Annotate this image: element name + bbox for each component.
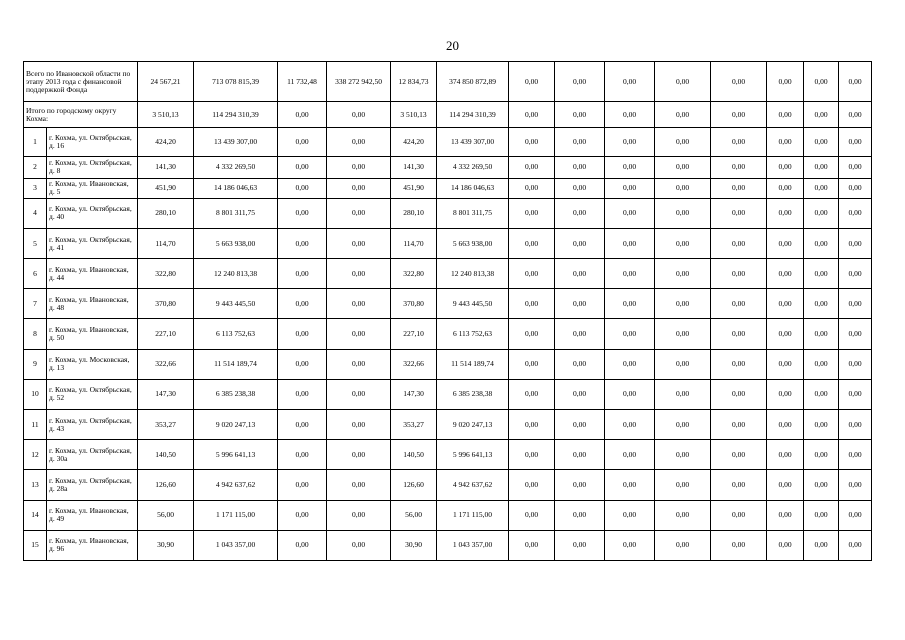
cell-value: 0,00 [327,289,391,319]
cell-value: 0,00 [605,349,655,379]
cell-value: 0,00 [804,156,839,178]
cell-value: 0,00 [767,319,804,349]
cell-value: 227,10 [391,319,437,349]
cell-value: 0,00 [655,62,711,102]
cell-value: 0,00 [278,128,327,156]
cell-value: 0,00 [839,259,872,289]
cell-value: 1 043 357,00 [194,530,278,560]
cell-value: 0,00 [509,128,555,156]
cell-value: 0,00 [605,470,655,500]
cell-value: 0,00 [839,198,872,228]
cell-value: 0,00 [278,156,327,178]
cell-value: 0,00 [767,102,804,128]
cell-value: 0,00 [509,500,555,530]
cell-value: 0,00 [655,289,711,319]
cell-value: 0,00 [509,289,555,319]
cell-value: 0,00 [711,319,767,349]
cell-value: 0,00 [327,470,391,500]
cell-value: 5 663 938,00 [437,228,509,258]
cell-value: 0,00 [839,319,872,349]
cell-value: 322,66 [391,349,437,379]
cell-value: 0,00 [655,409,711,439]
table-row [24,178,872,198]
cell-value: 0,00 [711,470,767,500]
cell-value: 0,00 [839,178,872,198]
cell-value: 4 332 269,50 [194,156,278,178]
cell-value: 0,00 [711,228,767,258]
cell-value: 0,00 [555,530,605,560]
cell-value: 126,60 [138,470,194,500]
cell-value: 114,70 [138,228,194,258]
cell-value: 0,00 [804,259,839,289]
cell-value: 0,00 [655,228,711,258]
cell-value: 0,00 [767,500,804,530]
cell-value: 0,00 [509,259,555,289]
cell-value: 370,80 [391,289,437,319]
cell-value: 451,90 [138,178,194,198]
cell-value: 6 385 238,38 [194,379,278,409]
table-row [24,128,872,156]
row-label: Итого по городскому округу Кохма: [24,102,138,128]
cell-value: 0,00 [509,62,555,102]
cell-value: 0,00 [655,319,711,349]
cell-value: 0,00 [605,289,655,319]
cell-value: 0,00 [327,156,391,178]
cell-value: 0,00 [711,156,767,178]
cell-value: 0,00 [804,440,839,470]
cell-value: 0,00 [839,289,872,319]
cell-value: 0,00 [327,349,391,379]
cell-value: 0,00 [278,349,327,379]
cell-value: 0,00 [839,440,872,470]
cell-value: 322,66 [138,349,194,379]
cell-value: 0,00 [767,62,804,102]
cell-value: 0,00 [655,349,711,379]
cell-value: 0,00 [605,62,655,102]
cell-value: 0,00 [278,500,327,530]
cell-value: 0,00 [278,178,327,198]
cell-value: 0,00 [509,530,555,560]
cell-value: 0,00 [767,440,804,470]
table-row [24,470,872,500]
row-number: 1 [24,128,47,156]
row-address: г. Кохма, ул. Ивановская, д. 50 [47,319,138,349]
cell-value: 0,00 [555,289,605,319]
cell-value: 0,00 [327,409,391,439]
cell-value: 9 020 247,13 [194,409,278,439]
cell-value: 0,00 [605,259,655,289]
cell-value: 0,00 [278,289,327,319]
cell-value: 0,00 [278,319,327,349]
cell-value: 0,00 [555,500,605,530]
row-number: 13 [24,470,47,500]
cell-value: 12 240 813,38 [437,259,509,289]
cell-value: 0,00 [327,102,391,128]
row-address: г. Кохма, ул. Ивановская, д. 49 [47,500,138,530]
cell-value: 0,00 [555,128,605,156]
row-number: 10 [24,379,47,409]
cell-value: 0,00 [327,379,391,409]
row-number: 9 [24,349,47,379]
cell-value: 0,00 [767,259,804,289]
cell-value: 0,00 [555,178,605,198]
row-address: г. Кохма, ул. Ивановская, д. 44 [47,259,138,289]
cell-value: 0,00 [655,259,711,289]
cell-value: 0,00 [555,102,605,128]
cell-value: 0,00 [509,440,555,470]
cell-value: 56,00 [138,500,194,530]
cell-value: 0,00 [327,530,391,560]
row-number: 14 [24,500,47,530]
cell-value: 140,50 [391,440,437,470]
cell-value: 0,00 [605,319,655,349]
cell-value: 0,00 [605,379,655,409]
cell-value: 0,00 [767,198,804,228]
cell-value: 1 171 115,00 [437,500,509,530]
cell-value: 4 332 269,50 [437,156,509,178]
cell-value: 0,00 [555,259,605,289]
cell-value: 0,00 [804,198,839,228]
row-address: г. Кохма, ул. Ивановская, д. 48 [47,289,138,319]
cell-value: 0,00 [804,470,839,500]
cell-value: 0,00 [711,178,767,198]
row-number: 15 [24,530,47,560]
table-row [24,289,872,319]
cell-value: 353,27 [391,409,437,439]
table-row [24,500,872,530]
cell-value: 0,00 [509,228,555,258]
cell-value: 8 801 311,75 [437,198,509,228]
cell-value: 0,00 [555,228,605,258]
cell-value: 0,00 [767,530,804,560]
cell-value: 0,00 [605,128,655,156]
cell-value: 0,00 [509,178,555,198]
cell-value: 0,00 [509,349,555,379]
cell-value: 0,00 [767,379,804,409]
cell-value: 0,00 [327,440,391,470]
cell-value: 114,70 [391,228,437,258]
cell-value: 280,10 [391,198,437,228]
cell-value: 353,27 [138,409,194,439]
cell-value: 12 240 813,38 [194,259,278,289]
cell-value: 0,00 [327,259,391,289]
cell-value: 0,00 [605,156,655,178]
cell-value: 0,00 [327,178,391,198]
cell-value: 6 385 238,38 [437,379,509,409]
cell-value: 0,00 [555,409,605,439]
data-table [23,61,872,561]
cell-value: 0,00 [278,259,327,289]
cell-value: 0,00 [278,440,327,470]
cell-value: 14 186 046,63 [194,178,278,198]
cell-value: 147,30 [391,379,437,409]
cell-value: 0,00 [555,349,605,379]
cell-value: 0,00 [767,470,804,500]
cell-value: 5 996 641,13 [437,440,509,470]
table-row [24,156,872,178]
cell-value: 4 942 637,62 [194,470,278,500]
cell-value: 30,90 [391,530,437,560]
cell-value: 0,00 [509,156,555,178]
row-number: 7 [24,289,47,319]
cell-value: 0,00 [655,102,711,128]
cell-value: 0,00 [605,530,655,560]
cell-value: 30,90 [138,530,194,560]
cell-value: 0,00 [655,379,711,409]
cell-value: 0,00 [711,500,767,530]
cell-value: 3 510,13 [138,102,194,128]
cell-value: 0,00 [804,349,839,379]
cell-value: 11 514 189,74 [194,349,278,379]
cell-value: 0,00 [655,178,711,198]
cell-value: 0,00 [767,228,804,258]
cell-value: 322,80 [391,259,437,289]
cell-value: 11 514 189,74 [437,349,509,379]
cell-value: 8 801 311,75 [194,198,278,228]
cell-value: 0,00 [804,289,839,319]
cell-value: 0,00 [711,198,767,228]
row-number: 6 [24,259,47,289]
row-number: 3 [24,178,47,198]
table-row [24,228,872,258]
cell-value: 0,00 [605,198,655,228]
cell-value: 6 113 752,63 [194,319,278,349]
cell-value: 0,00 [711,62,767,102]
row-address: г. Кохма, ул. Октябрьская, д. 16 [47,128,138,156]
cell-value: 4 942 637,62 [437,470,509,500]
cell-value: 280,10 [138,198,194,228]
cell-value: 0,00 [555,62,605,102]
table-row [24,349,872,379]
cell-value: 322,80 [138,259,194,289]
row-address: г. Кохма, ул. Октябрьская, д. 41 [47,228,138,258]
cell-value: 370,80 [138,289,194,319]
table-row [24,409,872,439]
cell-value: 114 294 310,39 [194,102,278,128]
cell-value: 0,00 [555,379,605,409]
cell-value: 338 272 942,50 [327,62,391,102]
cell-value: 0,00 [278,198,327,228]
cell-value: 0,00 [839,349,872,379]
row-address: г. Кохма, ул. Октябрьская, д. 30а [47,440,138,470]
cell-value: 0,00 [605,178,655,198]
cell-value: 713 078 815,39 [194,62,278,102]
cell-value: 3 510,13 [391,102,437,128]
cell-value: 0,00 [327,500,391,530]
cell-value: 126,60 [391,470,437,500]
cell-value: 0,00 [555,156,605,178]
row-address: г. Кохма, ул. Ивановская, д. 96 [47,530,138,560]
cell-value: 0,00 [804,319,839,349]
cell-value: 1 171 115,00 [194,500,278,530]
row-label: Всего по Ивановской области по этапу 2013 года с финансовой поддержкой Фонда [24,62,138,102]
cell-value: 0,00 [839,156,872,178]
cell-value: 0,00 [767,349,804,379]
cell-value: 0,00 [655,198,711,228]
cell-value: 56,00 [391,500,437,530]
row-number: 2 [24,156,47,178]
cell-value: 0,00 [605,440,655,470]
cell-value: 0,00 [555,470,605,500]
subtotal-row [24,102,872,128]
cell-value: 13 439 307,00 [437,128,509,156]
cell-value: 0,00 [655,440,711,470]
cell-value: 424,20 [391,128,437,156]
cell-value: 9 020 247,13 [437,409,509,439]
cell-value: 11 732,48 [278,62,327,102]
cell-value: 0,00 [839,470,872,500]
cell-value: 0,00 [509,102,555,128]
cell-value: 0,00 [767,289,804,319]
cell-value: 0,00 [655,128,711,156]
cell-value: 140,50 [138,440,194,470]
cell-value: 0,00 [278,228,327,258]
cell-value: 0,00 [711,440,767,470]
total-row [24,62,872,102]
cell-value: 0,00 [509,379,555,409]
cell-value: 0,00 [711,289,767,319]
cell-value: 0,00 [655,500,711,530]
row-number: 4 [24,198,47,228]
cell-value: 0,00 [327,228,391,258]
cell-value: 0,00 [655,156,711,178]
cell-value: 0,00 [711,128,767,156]
cell-value: 0,00 [839,409,872,439]
cell-value: 0,00 [804,62,839,102]
cell-value: 0,00 [555,198,605,228]
row-address: г. Кохма, ул. Московская, д. 13 [47,349,138,379]
cell-value: 0,00 [767,409,804,439]
cell-value: 0,00 [327,128,391,156]
cell-value: 0,00 [605,500,655,530]
cell-value: 0,00 [839,128,872,156]
row-number: 8 [24,319,47,349]
cell-value: 12 834,73 [391,62,437,102]
row-number: 5 [24,228,47,258]
cell-value: 0,00 [839,379,872,409]
cell-value: 0,00 [278,102,327,128]
row-address: г. Кохма, ул. Октябрьская, д. 40 [47,198,138,228]
table-body [24,62,872,561]
cell-value: 0,00 [804,409,839,439]
table-row [24,530,872,560]
row-address: г. Кохма, ул. Октябрьская, д. 8 [47,156,138,178]
cell-value: 0,00 [278,470,327,500]
cell-value: 227,10 [138,319,194,349]
cell-value: 0,00 [509,470,555,500]
cell-value: 0,00 [555,440,605,470]
cell-value: 147,30 [138,379,194,409]
cell-value: 5 663 938,00 [194,228,278,258]
table-row [24,198,872,228]
table-row [24,259,872,289]
cell-value: 0,00 [804,379,839,409]
cell-value: 9 443 445,50 [437,289,509,319]
cell-value: 0,00 [804,500,839,530]
cell-value: 0,00 [804,128,839,156]
cell-value: 1 043 357,00 [437,530,509,560]
cell-value: 0,00 [509,319,555,349]
cell-value: 0,00 [605,228,655,258]
cell-value: 0,00 [839,102,872,128]
cell-value: 0,00 [804,530,839,560]
cell-value: 0,00 [711,530,767,560]
cell-value: 0,00 [509,409,555,439]
cell-value: 0,00 [839,228,872,258]
cell-value: 141,30 [138,156,194,178]
cell-value: 0,00 [655,470,711,500]
cell-value: 0,00 [605,409,655,439]
cell-value: 0,00 [278,409,327,439]
cell-value: 0,00 [711,259,767,289]
cell-value: 9 443 445,50 [194,289,278,319]
cell-value: 0,00 [655,530,711,560]
row-address: г. Кохма, ул. Ивановская, д. 5 [47,178,138,198]
row-number: 11 [24,409,47,439]
cell-value: 0,00 [711,102,767,128]
cell-value: 0,00 [839,530,872,560]
cell-value: 141,30 [391,156,437,178]
cell-value: 0,00 [555,319,605,349]
cell-value: 0,00 [711,409,767,439]
cell-value: 424,20 [138,128,194,156]
row-address: г. Кохма, ул. Октябрьская, д. 28а [47,470,138,500]
page-number: 20 [446,38,459,53]
table-row [24,440,872,470]
cell-value: 0,00 [767,156,804,178]
cell-value: 0,00 [804,178,839,198]
cell-value: 0,00 [327,198,391,228]
cell-value: 451,90 [391,178,437,198]
cell-value: 0,00 [804,228,839,258]
cell-value: 0,00 [327,319,391,349]
cell-value: 0,00 [278,530,327,560]
table-row [24,319,872,349]
cell-value: 5 996 641,13 [194,440,278,470]
cell-value: 0,00 [767,128,804,156]
cell-value: 0,00 [711,379,767,409]
cell-value: 0,00 [804,102,839,128]
cell-value: 6 113 752,63 [437,319,509,349]
row-number: 12 [24,440,47,470]
cell-value: 374 850 872,89 [437,62,509,102]
cell-value: 0,00 [509,198,555,228]
cell-value: 0,00 [278,379,327,409]
table-row [24,379,872,409]
cell-value: 13 439 307,00 [194,128,278,156]
cell-value: 0,00 [605,102,655,128]
row-address: г. Кохма, ул. Октябрьская, д. 43 [47,409,138,439]
cell-value: 14 186 046,63 [437,178,509,198]
cell-value: 114 294 310,39 [437,102,509,128]
cell-value: 0,00 [839,500,872,530]
cell-value: 0,00 [711,349,767,379]
row-address: г. Кохма, ул. Октябрьская, д. 52 [47,379,138,409]
cell-value: 24 567,21 [138,62,194,102]
cell-value: 0,00 [839,62,872,102]
cell-value: 0,00 [767,178,804,198]
